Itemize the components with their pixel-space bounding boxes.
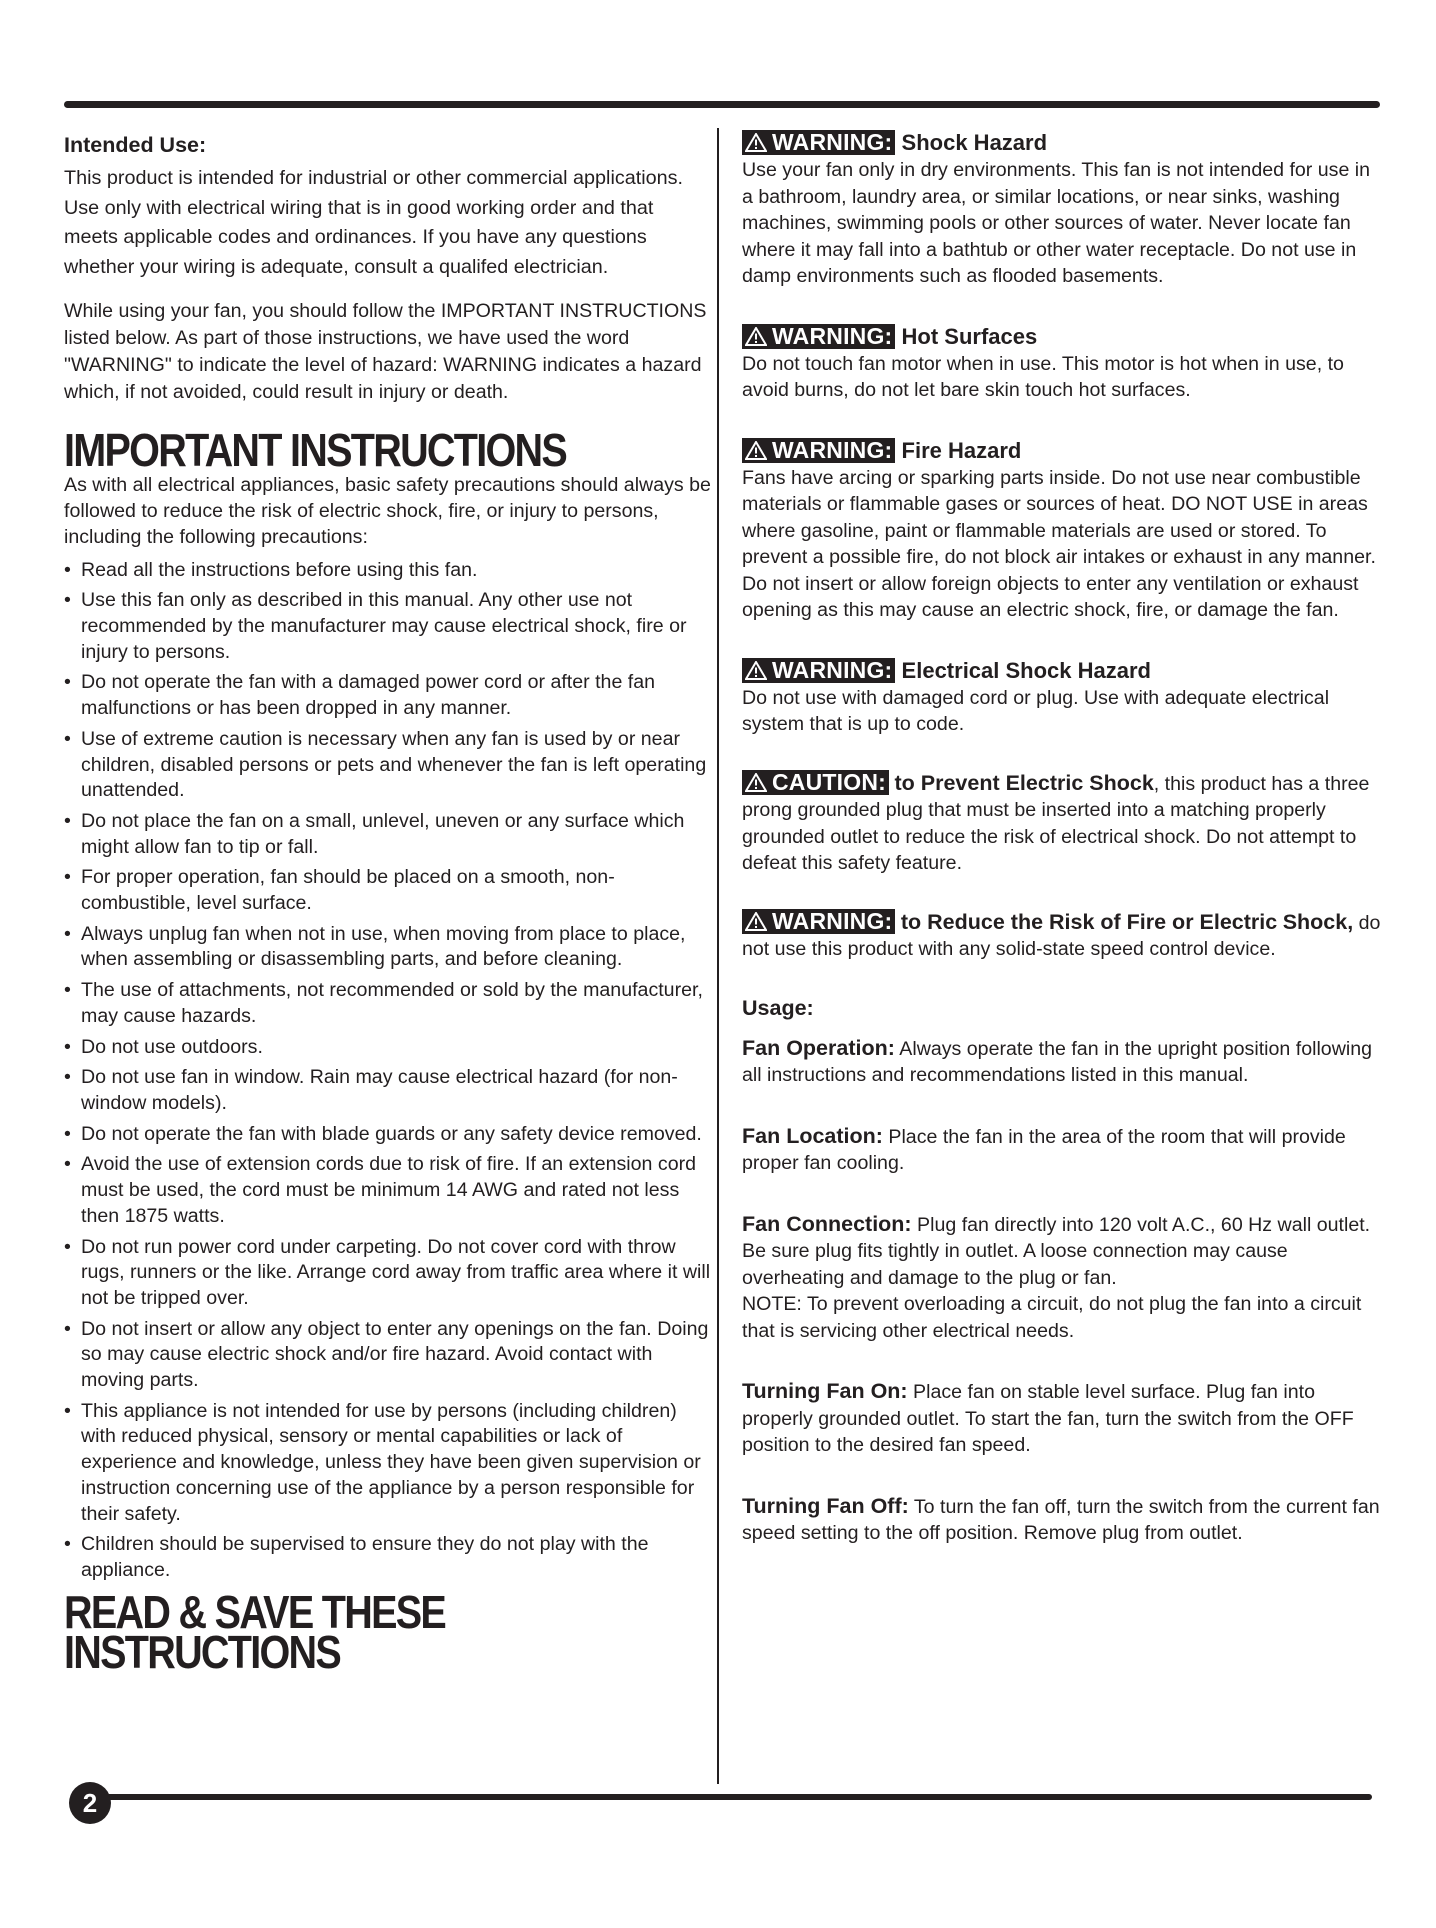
warning-title: Hot Surfaces: [901, 323, 1038, 349]
important-instructions-heading: IMPORTANT INSTRUCTIONS: [64, 423, 567, 476]
usage-item: Turning Fan Off: To turn the fan off, turn the switch from the current fan speed setting to the off position. Remove plug from outlet.: [742, 1493, 1380, 1544]
list-item: • The use of attachments, not recommended or sold by the manufacturer, may cause hazards.: [64, 979, 703, 1027]
list-item: • Do not run power cord under carpeting. Do not cover cord with throw rugs, runners or the like. Arrange cord away from traffic area where it will not be tripped over.: [64, 1235, 711, 1309]
warning-triangle-icon: [745, 441, 767, 460]
list-item: • Do not use outdoors.: [64, 1035, 263, 1058]
caution-electric-shock: [742, 770, 1382, 877]
important-intro: As with all electrical appliances, basic safety precautions should always be followed to reduce the risk of electric shock, fire, or injury to persons, including the following precautions:: [64, 473, 711, 548]
warning-badge: WARNING:: [742, 658, 895, 683]
list-item: • Read all the instructions before using this fan.: [64, 558, 478, 581]
list-item: • For proper operation, fan should be placed on a smooth, non-combustible, level surface.: [64, 866, 615, 915]
caution-title: to Prevent Electric Shock: [894, 770, 1154, 795]
list-item: • Use of extreme caution is necessary when any fan is used by or near children, disabled persons or pets and whenever the fan is left operating unattended.: [64, 727, 707, 802]
warning-hot-surfaces: [742, 322, 1382, 404]
bottom-rule: [104, 1794, 1372, 1800]
usage-item: Fan Connection: Plug fan directly into 120 volt A.C., 60 Hz wall outlet. Be sure plug fits tightly in outlet. A loose connection may cause overheating and damage to the plug or fan.: [742, 1211, 1371, 1289]
warning-text: Do not use with damaged cord or plug. Use with adequate electrical system that is up to code.: [742, 686, 1330, 735]
list-item: • Children should be supervised to ensure they do not play with the appliance.: [64, 1533, 649, 1581]
warning-electrical-shock: [742, 656, 1382, 738]
column-divider: [717, 128, 719, 1784]
caution-paragraph: [742, 770, 1382, 877]
warning-badge: WARNING:: [742, 909, 895, 934]
warning-shock-hazard: [742, 128, 1382, 290]
caution-badge: CAUTION:: [742, 770, 889, 795]
warning-fire-hazard: [742, 436, 1382, 624]
warning-badge: WARNING:: [742, 130, 895, 155]
usage-item: Fan Location: Place the fan in the area of the room that will provide proper fan cooling.: [742, 1123, 1346, 1174]
usage-item: Fan Operation: Always operate the fan in the upright position following all instructions and recommendations listed in this manual.: [742, 1035, 1372, 1086]
list-item: • This appliance is not intended for use by persons (including children) with reduced physical, sensory or mental capabilities or lack of experience and knowledge, unless they have been given supervision or instruction concerning use of the appliance by a person responsible for their safety.: [64, 1399, 701, 1525]
list-item: • Do not operate the fan with blade guards or any safety device removed.: [64, 1122, 702, 1145]
warning-triangle-icon: [745, 912, 767, 931]
fire-warning-title-cont: Shock,: [1282, 909, 1354, 934]
list-item: • Do not place the fan on a small, unlevel, uneven or any surface which might allow fan to tip or fall.: [64, 809, 685, 858]
list-item: • Do not operate the fan with a damaged power cord or after the fan malfunctions or has been dropped in any manner.: [64, 671, 656, 720]
page-number: 2: [69, 1782, 111, 1824]
warning-triangle-icon: [745, 327, 767, 346]
warning-triangle-icon: [745, 133, 767, 152]
list-item: • Do not insert or allow any object to enter any openings on the fan. Doing so may cause electric shock and/or fire hazard. Avoid contact with moving parts.: [64, 1317, 709, 1392]
warning-badge: WARNING:: [742, 324, 895, 349]
caution-text: , this product has a three prong grounded plug that must be inserted into a matching properly grounded outlet to reduce the risk of electrical shock. Do not attempt to defeat this safety feature.: [742, 772, 1370, 874]
usage-heading: Usage:: [742, 995, 814, 1020]
list-item: • Avoid the use of extension cords due to risk of fire. If an extension cord must be used, the cord must be minimum 14 AWG and rated not less then 1875 watts.: [64, 1153, 697, 1227]
fire-warning-text: do not use this product with any solid-state speed control device.: [742, 911, 1381, 960]
intended-use-heading: Intended Use:: [64, 133, 207, 157]
warning-title: Shock Hazard: [901, 130, 1048, 155]
intended-use-paragraph: This product is intended for industrial or other commercial applications. Use only with electrical wiring that is in good working order and that meets applicable codes and ordinances. If you have any questions whether your wiring is adequate, consult a qualifed electrician.: [64, 167, 684, 278]
precautions-list: [64, 558, 712, 1584]
warning-triangle-icon: [745, 661, 767, 680]
warning-title: Electrical Shock Hazard: [901, 657, 1151, 683]
usage-note: NOTE: To prevent overloading a circuit, do not plug the fan into a circuit that is servicing other electrical needs.: [742, 1293, 1362, 1342]
list-item: • Use this fan only as described in this manual. Any other use not recommended by the manufacturer may cause electrical shock, fire or injury to persons.: [64, 589, 687, 663]
list-item: • Always unplug fan when not in use, when moving from place to place, when assembling or disassembling parts, and before cleaning.: [64, 922, 686, 971]
top-rule: [64, 101, 1380, 108]
warning-definition-paragraph: While using your fan, you should follow the IMPORTANT INSTRUCTIONS listed below. As part of those instructions, we have used the word "WARNING" to indicate the level of hazard: WARNING indicates a hazard which, if not avoided, could result in injury or death.: [64, 300, 707, 403]
read-save-heading-line2: INSTRUCTIONS: [64, 1625, 341, 1678]
usage-item: Turning Fan On: Place fan on stable level surface. Plug fan into properly grounded outlet. To start the fan, turn the switch from the OFF position to the desired fan speed.: [742, 1379, 1354, 1456]
warning-triangle-icon: [745, 773, 767, 792]
warning-text: Do not touch fan motor when in use. This motor is hot when in use, to avoid burns, do not let bare skin touch hot surfaces.: [742, 352, 1344, 401]
fire-warning-title: to Reduce the Risk of Fire or Electric: [900, 909, 1278, 934]
list-item: • Do not use fan in window. Rain may cause electrical hazard (for non-window models).: [64, 1066, 678, 1114]
warning-text: Fans have arcing or sparking parts inside. Do not use near combustible materials or flammable gases or sources of heat. DO NOT USE in areas where gasoline, paint or flammable materials are used or stored. To prevent a possible fire, do not block air intakes or exhaust in any manner. Do not insert or allow foreign objects to enter any ventilation or exhaust opening as this may cause an electric shock, fire, or damage the fan.: [742, 466, 1376, 621]
right-column: [742, 128, 1382, 1547]
warning-fire-electric-shock: [742, 909, 1382, 963]
read-save-heading-line1: READ & SAVE THESE: [64, 1585, 446, 1638]
warning-badge: WARNING:: [742, 438, 895, 463]
warning-text: Use your fan only in dry environments. This fan is not intended for use in a bathroom, laundry area, or similar locations, or near sinks, washing machines, swimming pools or other sources of water. Never locate fan where it may fall into a bathtub or other water receptacle. Do not use in damp environments such as flooded basements.: [742, 159, 1371, 287]
warning-title: Fire Hazard: [901, 437, 1022, 463]
fire-warning-paragraph: [742, 909, 1382, 963]
left-column: [64, 130, 712, 1678]
